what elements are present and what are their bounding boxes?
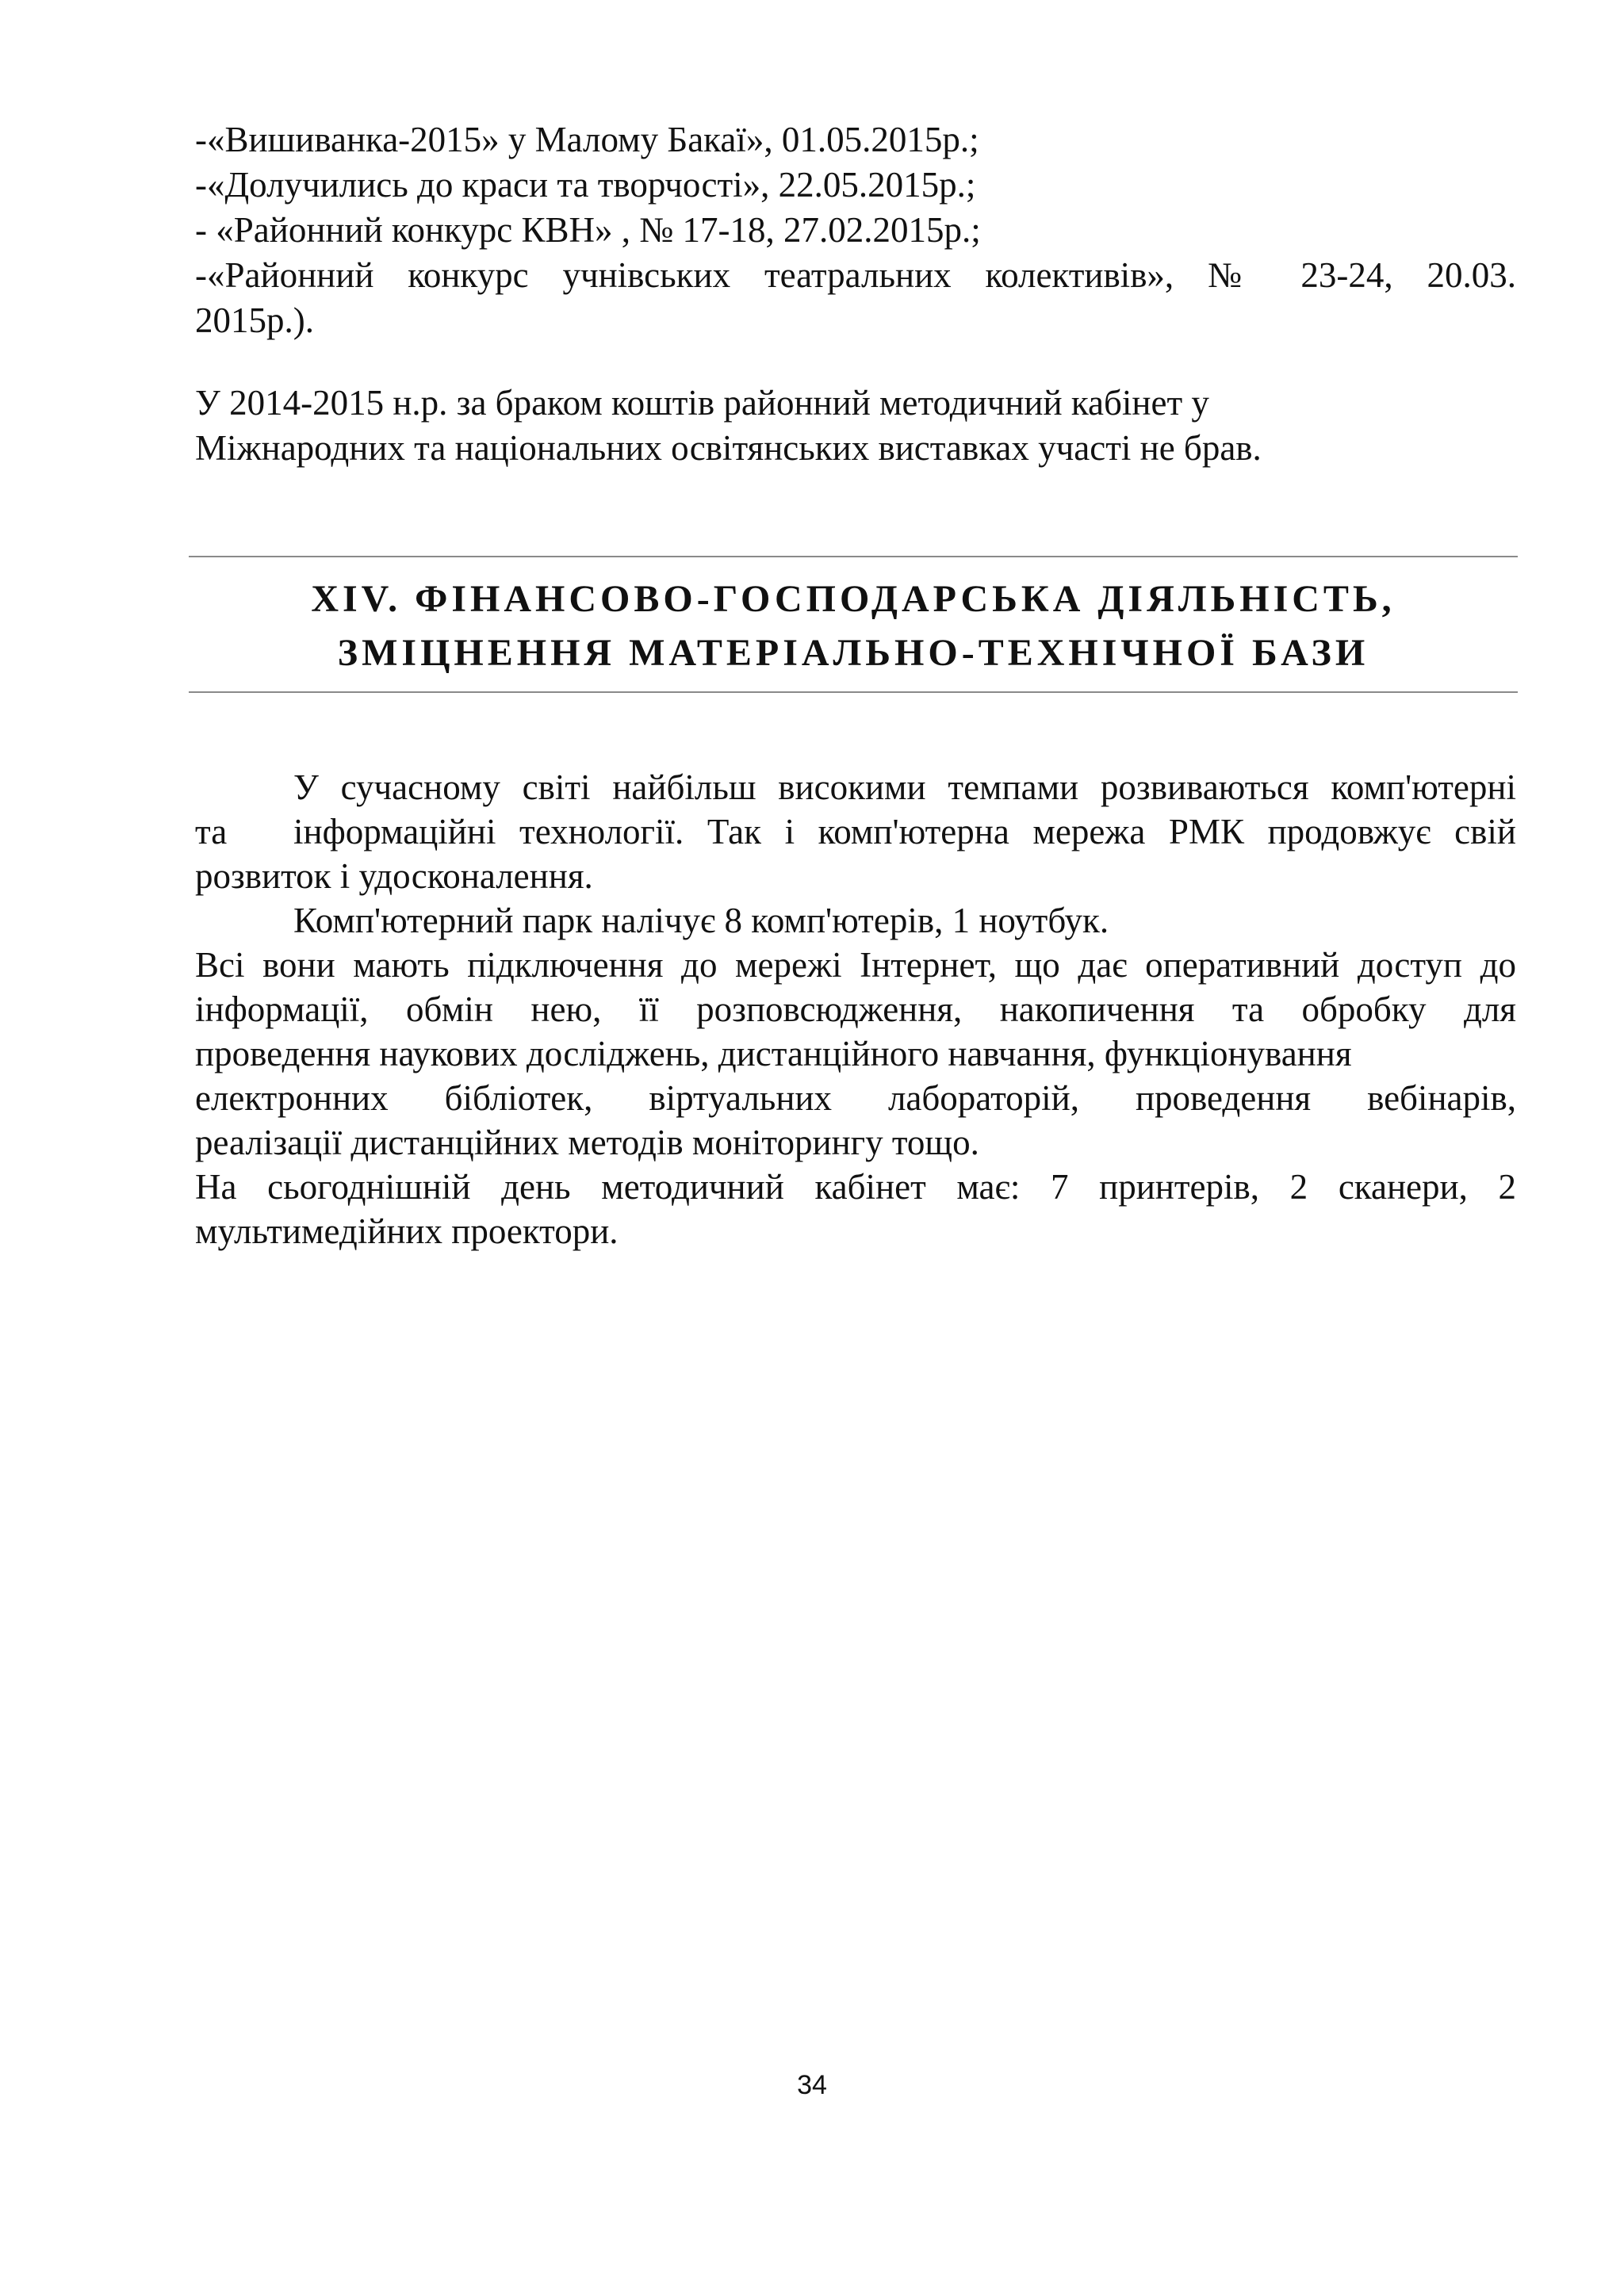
section-heading-line: XIV. ФІНАНСОВО-ГОСПОДАРСЬКА ДІЯЛЬНІСТЬ, <box>311 578 1396 620</box>
paragraph-line: реалізації дистанційних методів моніторингу тощо. <box>195 1123 979 1162</box>
paragraph-line: Комп'ютерний парк налічує 8 комп'ютерів, 1 ноутбук. <box>293 901 1109 940</box>
paragraph-text: інформаційні технології. Так і комп'ютерна мережа РМК продовжує свій <box>293 812 1516 851</box>
paragraph-line: електронних бібліотек, віртуальних лабораторій, проведення вебінарів, <box>195 1078 1516 1118</box>
section-divider-bottom <box>189 691 1518 693</box>
section-heading <box>189 572 1518 680</box>
section-body <box>195 765 1516 1253</box>
exhibitions-paragraph <box>195 381 1516 471</box>
paragraph-line: проведення наукових досліджень, дистанційного навчання, функціонування <box>195 1034 1352 1073</box>
list-item: -«Районний конкурс учнівських театральних колективів», № 23-24, 20.03. <box>195 255 1516 295</box>
list-item-continuation: 2015р.). <box>195 300 314 340</box>
section-heading-line: ЗМІЦНЕННЯ МАТЕРІАЛЬНО-ТЕХНІЧНОЇ БАЗИ <box>337 632 1369 674</box>
paragraph-line: інформації, обмін нею, її розповсюдження, накопичення та обробку для <box>195 989 1516 1029</box>
paragraph-line: На сьогоднішній день методичний кабінет має: 7 принтерів, 2 сканери, 2 <box>195 1167 1516 1207</box>
paragraph-line: У сучасному світі найбільш високими темпами розвиваються комп'ютерні <box>293 767 1516 807</box>
events-list <box>195 117 1516 343</box>
page-number: 34 <box>797 2070 827 2100</box>
paragraph-line: мультимедійних проектори. <box>195 1211 619 1251</box>
paragraph-line <box>195 809 1516 854</box>
paragraph-line: розвиток і удосконалення. <box>195 856 593 896</box>
list-item: -«Вишиванка-2015» у Малому Бакаї», 01.05.2015р.; <box>195 120 979 159</box>
section-divider-top <box>189 556 1518 557</box>
list-item: -«Долучились до краси та творчості», 22.05.2015р.; <box>195 165 976 205</box>
paragraph-line: Всі вони мають підключення до мережі Інтернет, що дає оперативний доступ до <box>195 945 1516 985</box>
paragraph-line: Міжнародних та національних освітянських виставках участі не брав. <box>195 428 1262 468</box>
paragraph-word: та <box>195 812 228 851</box>
paragraph-line: У 2014-2015 н.р. за браком коштів районний методичний кабінет у <box>195 383 1209 423</box>
list-item: - «Районний конкурс КВН» , № 17-18, 27.02.2015р.; <box>195 210 981 250</box>
